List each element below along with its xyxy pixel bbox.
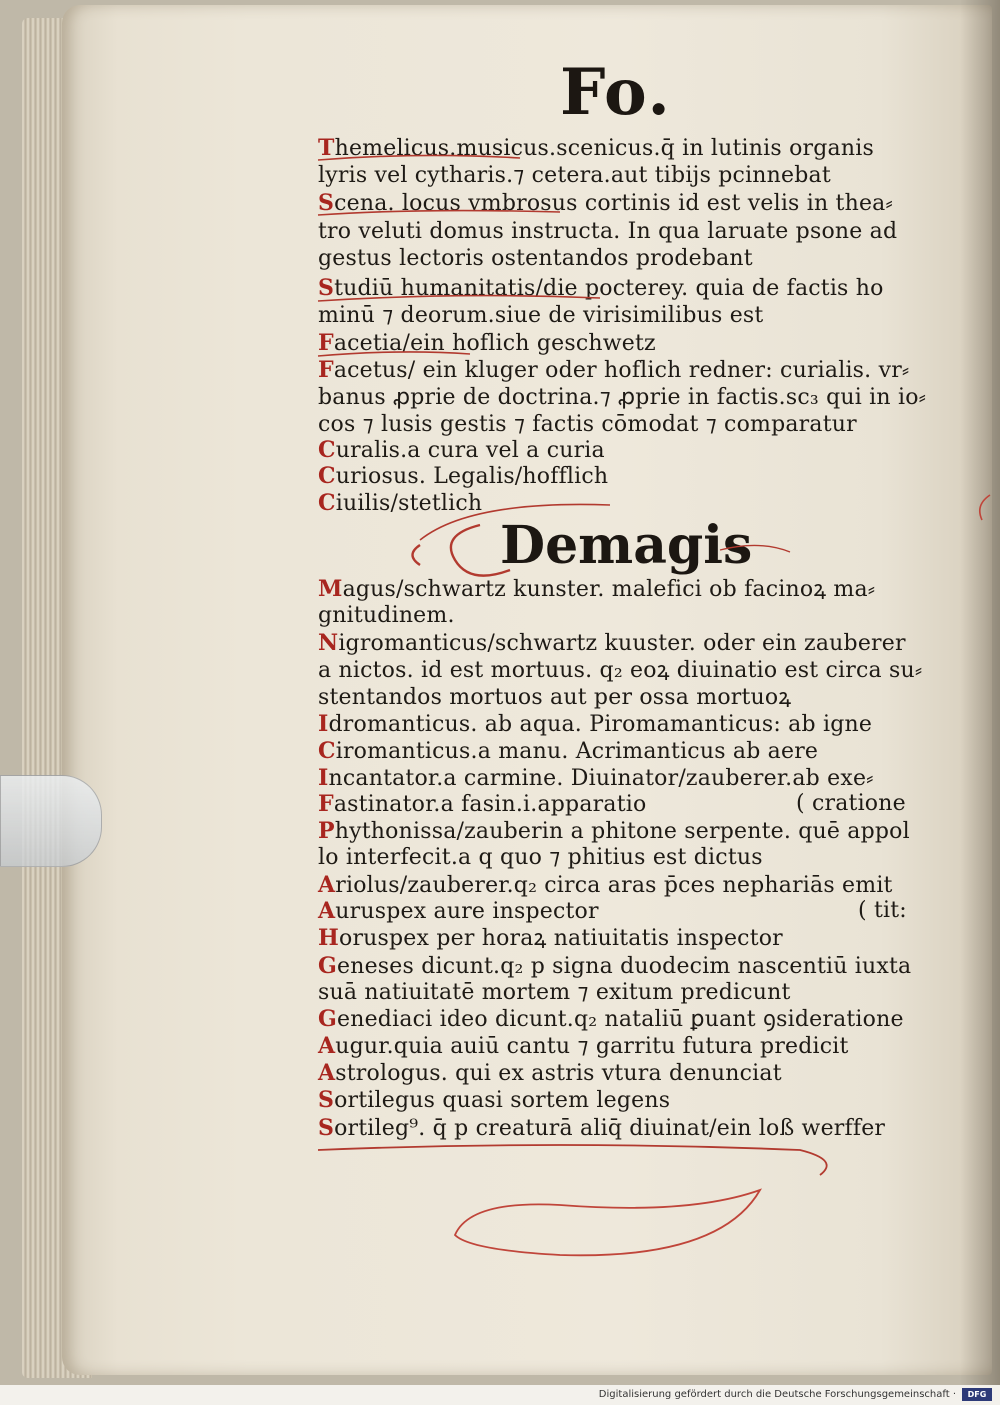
rubric-initial: C: [318, 437, 336, 463]
rubric-initial: N: [318, 630, 339, 656]
rubric-initial: G: [318, 1006, 337, 1032]
text-line: Studiū humanitatis/die pocterey. quia de factis ho: [318, 275, 884, 301]
rubric-initial: S: [318, 1087, 335, 1113]
text-line: Horuspex per horaꝝ natiuitatis inspector: [318, 925, 783, 951]
rubric-initial: I: [318, 765, 329, 791]
text-line: Ciuilis/stetlich: [318, 490, 483, 516]
margin-mark: [980, 495, 990, 520]
rubric-initial: F: [318, 330, 334, 356]
rubric-initial: T: [318, 135, 335, 161]
text-line: stentandos mortuos aut per ossa mortuoꝝ: [318, 685, 792, 710]
text-line: Genediaci ideo dicunt.q₂ nataliū ꝑuant ꝯsideratione: [318, 1006, 904, 1032]
rubric-initial: P: [318, 818, 335, 844]
rubric-initial: H: [318, 925, 339, 951]
text-line: Magus/schwartz kunster. malefici ob facinoꝝ ma⸗: [318, 576, 876, 602]
text-line: banus ꝓprie de doctrina.⁊ ꝓprie in factis.sc₃ qui in io⸗: [318, 385, 927, 410]
text-line: gestus lectoris ostentandos prodebant: [318, 246, 753, 271]
text-line: gnitudinem.: [318, 603, 455, 628]
marginal-note: ( cratione: [796, 791, 906, 816]
rubric-initial: S: [318, 1115, 335, 1141]
rubric-initial: S: [318, 190, 335, 216]
text-line: Facetus/ ein kluger oder hoflich redner: curialis. vr⸗: [318, 357, 910, 383]
rubric-initial: A: [318, 898, 336, 924]
closing-flourish-stroke: [455, 1190, 760, 1255]
text-line: cos ⁊ lusis gestis ⁊ factis cōmodat ⁊ comparatur: [318, 412, 857, 437]
rubric-initial: C: [318, 463, 336, 489]
text-line: minū ⁊ deorum.siue de virisimilibus est: [318, 303, 764, 328]
rubric-initial: S: [318, 275, 335, 301]
text-line: Auruspex aure inspector: [318, 898, 599, 924]
text-line: Geneses dicunt.q₂ p signa duodecim nascentiū iuxta: [318, 953, 912, 979]
text-line: Scena. locus vmbrosus cortinis id est velis in thea⸗: [318, 190, 894, 216]
text-line: Themelicus.musicus.scenicus.q̄ in lutinis organis: [318, 135, 874, 161]
digitization-caption: [0, 1385, 1000, 1405]
folio-mark: Fo.: [560, 55, 672, 130]
text-line: Sortileg⁹. q̄ p creaturā aliq̄ diuinat/ein loß werffer: [318, 1115, 886, 1141]
section-heading: Demagis: [500, 515, 753, 576]
text-line: Sortilegus quasi sortem legens: [318, 1087, 671, 1113]
rubric-initial: F: [318, 791, 334, 817]
rubric-initial: I: [318, 711, 329, 737]
text-line: Incantator.a carmine. Diuinator/zauberer.ab exe⸗: [318, 765, 874, 791]
text-line: a nictos. id est mortuus. q₂ eoꝝ diuinatio est circa su⸗: [318, 658, 923, 683]
text-line: Curalis.a cura vel a curia: [318, 437, 605, 463]
caption-text: Digitalisierung gefördert durch die Deutsche Forschungsgemeinschaft ·: [598, 1389, 956, 1400]
text-line: Nigromanticus/schwartz kuuster. oder ein zauberer: [318, 630, 906, 656]
rubric-initial: G: [318, 953, 337, 979]
text-line: Phythonissa/zauberin a phitone serpente. quē appol: [318, 818, 910, 844]
text-line: Ciromanticus.a manu. Acrimanticus ab aere: [318, 738, 819, 764]
text-line: Astrologus. qui ex astris vtura denunciat: [318, 1060, 782, 1086]
dfg-logo: DFG: [962, 1388, 992, 1401]
text-line: Curiosus. Legalis/hofflich: [318, 463, 609, 489]
text-line: Ariolus/zauberer.q₂ circa aras p̄ces nephariās emit: [318, 872, 893, 898]
text-line: Fastinator.a fasin.i.apparatio: [318, 791, 647, 817]
marginal-note: ( tit:: [858, 898, 907, 923]
rubric-initial: F: [318, 357, 334, 383]
rubric-initial: A: [318, 1060, 336, 1086]
rubric-initial: A: [318, 872, 336, 898]
text-line: tro veluti domus instructa. In qua laruate psone ad: [318, 219, 898, 244]
rubric-initial: A: [318, 1033, 336, 1059]
text-line: Facetia/ein hoflich geschwetz: [318, 330, 656, 356]
text-line: lyris vel cytharis.⁊ cetera.aut tibijs pcinnebat: [318, 163, 831, 188]
rubric-initial: C: [318, 490, 336, 516]
text-line: Augur.quia auiū cantu ⁊ garritu futura predicit: [318, 1033, 849, 1059]
text-line: suā natiuitatē mortem ⁊ exitum predicunt: [318, 980, 791, 1005]
rubric-initial: C: [318, 738, 336, 764]
text-line: Idromanticus. ab aqua. Piromamanticus: ab igne: [318, 711, 873, 737]
text-line: lo interfecit.a q quo ⁊ phitius est dictus: [318, 845, 763, 870]
rubric-initial: M: [318, 576, 343, 602]
